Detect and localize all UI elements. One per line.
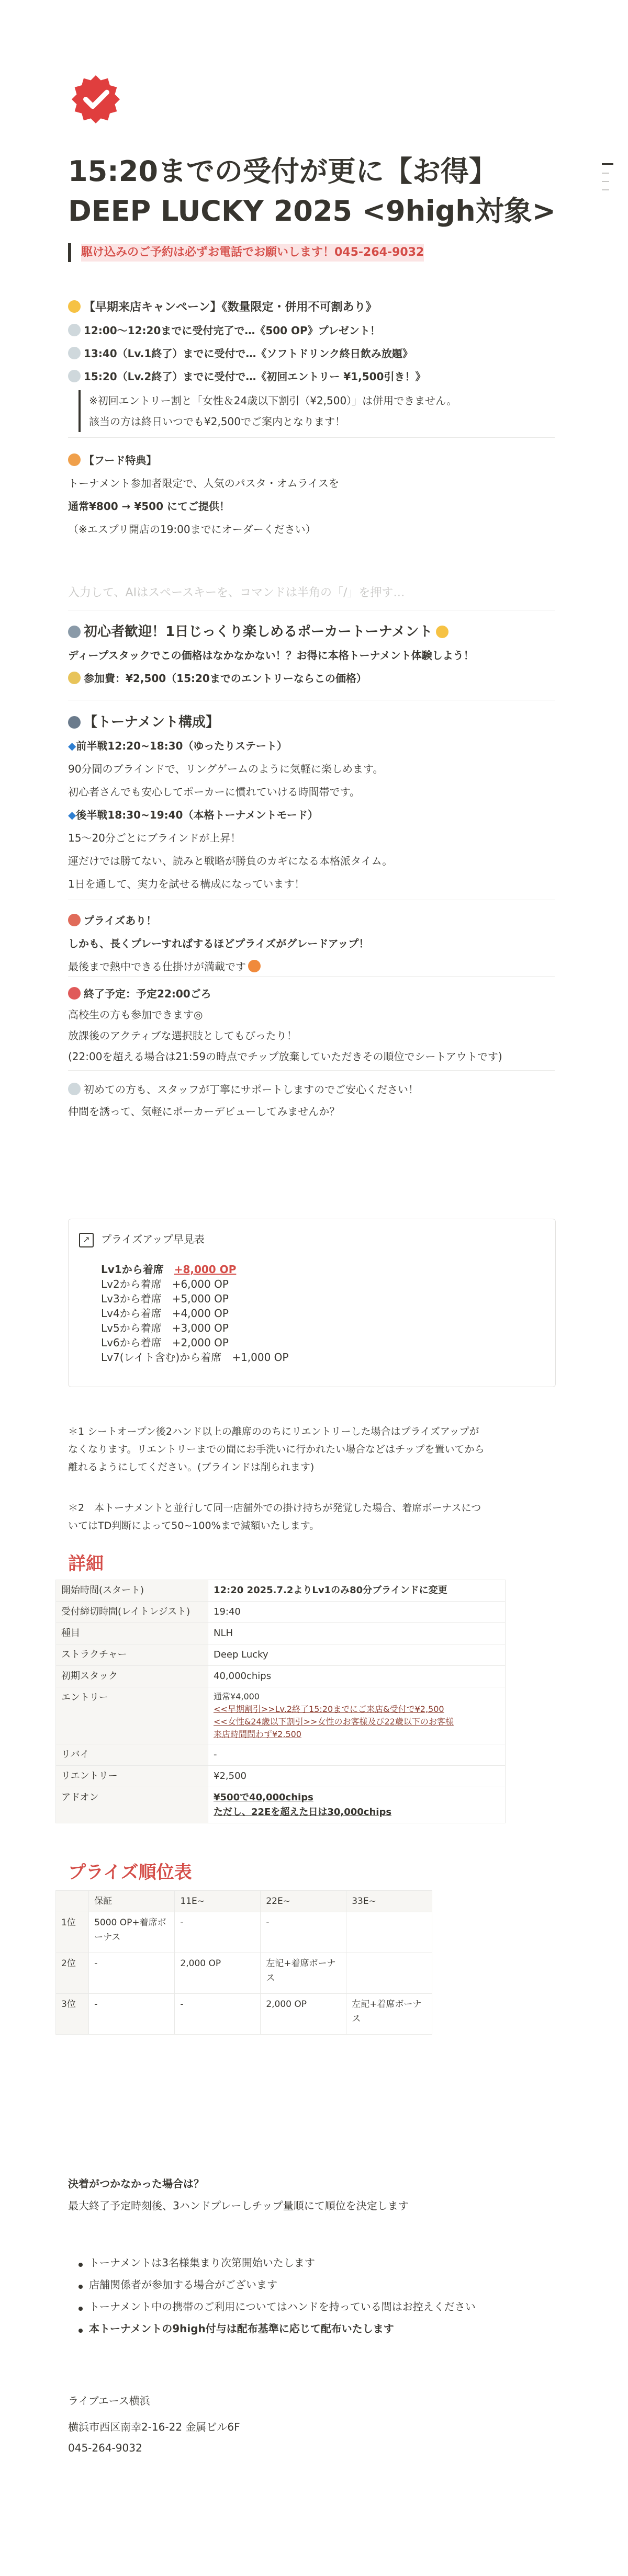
prize-up-label: Lv7(レイト含む)から着席: [101, 1351, 222, 1364]
addon-line: ただし、22Eを超えた日は30,000chips: [214, 1807, 392, 1818]
list-item[interactable]: トーナメントは3名様集まり次第開始いたします: [89, 2256, 315, 2269]
title-line2: DEEP LUCKY 2025 <9high対象>: [68, 195, 556, 228]
fire-icon: [248, 960, 261, 972]
detail-key[interactable]: 種目: [56, 1623, 208, 1644]
second-half-line2: 運だけでは勝てない、読みと戦略が勝負のカギになる本格派タイム。: [68, 855, 393, 867]
diamond-icon: ◆: [68, 740, 76, 752]
detail-key[interactable]: 初期スタック: [56, 1666, 208, 1687]
speech-bubble-icon: [68, 1083, 81, 1095]
ranking-rank[interactable]: 2位: [56, 1953, 89, 1994]
ranking-rank[interactable]: 1位: [56, 1912, 89, 1953]
prize-up-value: +8,000 OP: [174, 1263, 237, 1276]
prize-up-title: プライズアップ早見表: [101, 1233, 205, 1245]
ranking-cell[interactable]: -: [175, 1994, 261, 2035]
prize-up-label: Lv4から着席: [101, 1307, 162, 1320]
toc-marker[interactable]: [602, 173, 609, 174]
ranking-cell[interactable]: -: [261, 1912, 346, 1953]
food-line2: 通常¥800 → ¥500 にてご提供！: [68, 500, 230, 513]
note-1-line: 離れるようにしてください。(ブラインドは削られます): [68, 1461, 315, 1473]
toc-marker[interactable]: [602, 163, 613, 165]
food-icon: [68, 453, 81, 466]
bullet-dot: [78, 2263, 83, 2267]
divider: [68, 1070, 555, 1071]
page-title[interactable]: [68, 152, 556, 231]
ranking-header[interactable]: 22E~: [261, 1891, 346, 1912]
table-row: [56, 1912, 432, 1953]
store-address: 横浜市西区南幸2-16-22 金属ビル6F: [68, 2421, 240, 2433]
end-heading: 終了予定：予定22:00ごろ: [84, 988, 211, 1000]
first-half-line1: 90分間のブラインドで、リングゲームのように気軽に楽しめます。: [68, 763, 384, 775]
detail-value[interactable]: 19:40: [208, 1602, 506, 1623]
detail-table: [55, 1580, 506, 1823]
quote-bar: [68, 243, 71, 262]
prize-up-value: +1,000 OP: [232, 1351, 289, 1364]
end-line2: 放課後のアクティブな選択肢としてもぴったり！: [68, 1029, 297, 1042]
prize-line1: しかも、長くプレーすればするほどプライズがグレードアップ！: [68, 937, 369, 950]
ranking-cell[interactable]: -: [89, 1994, 175, 2035]
food-section[interactable]: [68, 449, 339, 541]
campaign-line3[interactable]: [68, 365, 425, 388]
store-info[interactable]: [68, 2390, 240, 2458]
detail-key[interactable]: ストラクチャー: [56, 1644, 208, 1666]
store-phone: 045-264-9032: [68, 2442, 142, 2454]
entry-line: <<早期割引>>Lv.2終了15:20までにご来店&受付で¥2,500: [214, 1704, 444, 1714]
addon-line: ¥500で40,000chips: [214, 1792, 313, 1803]
table-row: [56, 1994, 432, 2035]
table-row: [56, 1580, 506, 1602]
ranking-cell[interactable]: -: [175, 1912, 261, 1953]
divider: [68, 437, 555, 438]
ranking-table: [55, 1890, 432, 2035]
prize-up-label: Lv5から着席: [101, 1322, 162, 1334]
entry-line: 通常¥4,000: [214, 1692, 260, 1701]
campaign-line2-text: 13:40（Lv.1終了）までに受付で…《ソフトドリンク終日飲み放題》: [84, 347, 413, 360]
prize-up-value: +4,000 OP: [172, 1307, 229, 1320]
clock-icon: [68, 370, 81, 382]
ranking-cell[interactable]: 2,000 OP: [261, 1994, 346, 2035]
money-bag-icon: [68, 672, 81, 684]
campaign-note2: 該当の方は終日いつでも¥2,500でご案内となります！: [89, 415, 345, 428]
second-half-line3: 1日を通して、実力を試せる構成になっています！: [68, 878, 305, 890]
tiebreak-heading: 決着がつかなかった場合は？: [68, 2177, 204, 2190]
ranking-cell[interactable]: 5000 OP+着席ボーナス: [89, 1912, 175, 1953]
bullet-dot: [78, 2329, 83, 2333]
table-row: [56, 1687, 506, 1744]
clock-icon: [68, 324, 81, 336]
intro-heading: 初心者歓迎！1日じっくり楽しめるポーカートーナメント: [84, 624, 433, 640]
detail-value[interactable]: ¥2,500: [208, 1766, 506, 1787]
detail-value[interactable]: -: [208, 1744, 506, 1766]
arrow-link-icon: ↗: [79, 1233, 94, 1247]
campaign-line1-text: 12:00〜12:20までに受付完了で…《500 OP》プレゼント！: [84, 324, 380, 337]
first-half-line2: 初心者さんでも安心してポーカーに慣れていける時間帯です。: [68, 786, 360, 798]
prize-up-label: Lv2から着席: [101, 1278, 162, 1290]
detail-value[interactable]: NLH: [208, 1623, 506, 1644]
note-1-line: なくなります。リエントリーまでの間にお手洗いに行かれたい場合などはチップを置いてから: [68, 1444, 485, 1455]
structure-section[interactable]: [68, 710, 392, 895]
intro-sub: ディープスタックでこの価格はなかなかない！？お得に本格トーナメント体験しよう！: [68, 649, 474, 662]
detail-value[interactable]: Deep Lucky: [208, 1644, 506, 1666]
gift-icon: [68, 914, 81, 926]
welcome-section[interactable]: [68, 1079, 419, 1122]
list-item[interactable]: 本トーナメントの9high付与は配布基準に応じて配布いたします: [89, 2322, 394, 2335]
table-row: [56, 1766, 506, 1787]
food-heading: [68, 449, 339, 472]
intro-fee: 参加費：¥2,500（15:20までのエントリーならこの価格）: [84, 672, 367, 685]
list-item[interactable]: トーナメント中の携帯のご利用についてはハンドを持っている間はお控えください: [89, 2300, 476, 2313]
toc-marker[interactable]: [602, 181, 609, 182]
detail-value[interactable]: 12:20 2025.7.2よりLv1のみ80分ブラインドに変更: [208, 1580, 506, 1602]
table-row: [56, 1623, 506, 1644]
structure-heading: 【トーナメント構成】: [84, 714, 219, 730]
detail-key[interactable]: アドオン: [56, 1787, 208, 1823]
list-item[interactable]: 店舗関係者が参加する場合がございます: [89, 2278, 277, 2291]
clock-icon: [68, 347, 81, 359]
campaign-line1[interactable]: [68, 319, 380, 342]
end-section[interactable]: [68, 983, 502, 1067]
second-half-line1: 15〜20分ごとにブラインドが上昇！: [68, 832, 241, 844]
ranking-header[interactable]: 11E~: [175, 1891, 261, 1912]
food-line3: （※エスプリ開店の19:00までにオーダーください）: [68, 523, 316, 536]
toc-marker[interactable]: [602, 189, 609, 190]
detail-heading[interactable]: 詳細: [68, 1553, 104, 1574]
entry-line: 来店時間問わず¥2,500: [214, 1729, 301, 1739]
end-line1: 高校生の方も参加できます◎: [68, 1008, 203, 1021]
verified-badge-icon[interactable]: [71, 73, 121, 123]
prize-up-label: Lv1から着席: [101, 1263, 164, 1276]
table-row: [56, 1644, 506, 1666]
entry-line: <<女性&24歳以下割引>>女性のお客様及び22歳以下のお客様: [214, 1717, 454, 1727]
table-row: [56, 1891, 432, 1912]
table-row: [56, 1666, 506, 1687]
campaign-note1: ※初回エントリー割と「女性＆24歳以下割引（¥2,500）」は併用できません。: [89, 394, 457, 407]
note-1-line: ＊1 シートオープン後2ハンド以上の離席ののちにリエントリーした場合はプライズアップが: [68, 1426, 479, 1437]
table-row: [56, 1787, 506, 1823]
note-2-line: いてはTD判断によって50~100%まで減額いたします。: [68, 1520, 320, 1531]
ranking-rank[interactable]: 3位: [56, 1994, 89, 2035]
block-input-placeholder[interactable]: 入力して、AIはスペースキーを、コマンドは半角の「/」を押す…: [68, 586, 405, 599]
welcome-line1: 初めての方も、スタッフが丁寧にサポートしますのでご安心ください！: [84, 1083, 419, 1096]
notice-text[interactable]: 駆け込みのご予約は必ずお電話でお願いします！045-264-9032: [81, 244, 424, 262]
store-name: ライブエース横浜: [68, 2395, 150, 2407]
diamond-icon: ◆: [68, 809, 76, 821]
table-row: [56, 1953, 432, 1994]
bullet-dot: [78, 2307, 83, 2311]
prize-up-label: Lv3から着席: [101, 1292, 162, 1305]
detail-value[interactable]: [208, 1687, 506, 1744]
detail-key[interactable]: エントリー: [56, 1687, 208, 1744]
note-2-line: ＊2 本トーナメントと並行して同一店舗外での掛け持ちが発覚した場合、着席ボーナスにつ: [68, 1502, 481, 1514]
ranking-cell[interactable]: -: [89, 1953, 175, 1994]
alarm-clock-icon: [68, 987, 81, 1000]
detail-value[interactable]: 40,000chips: [208, 1666, 506, 1687]
party-icon: [436, 626, 448, 638]
bullet-dot: [78, 2285, 83, 2289]
ranking-cell[interactable]: 左記+着席ボーナス: [346, 1994, 432, 2035]
welcome-line2: 仲間を誘って、気軽にポーカーデビューしてみませんか？: [68, 1105, 340, 1118]
ranking-cell[interactable]: [346, 1912, 432, 1953]
note-2[interactable]: [68, 1499, 555, 1535]
tiebreak-line: 最大終了予定時刻後、3ハンドプレーしチップ量順にて順位を決定します: [68, 2199, 409, 2212]
party-icon: [68, 300, 81, 313]
intro-section[interactable]: [68, 620, 474, 690]
table-row: [56, 1602, 506, 1623]
note-1[interactable]: [68, 1423, 555, 1476]
second-half-title: 後半戦18:30~19:40（本格トーナメントモード）: [76, 809, 318, 821]
prize-up-value: +5,000 OP: [172, 1292, 229, 1305]
prize-heading: プライズあり！: [84, 914, 157, 927]
end-line3: (22:00を超える場合は21:59の時点でチップ放棄していただきその順位でシートアウトです): [68, 1050, 502, 1063]
campaign-line2[interactable]: [68, 342, 413, 365]
detail-key[interactable]: 開始時間(スタート): [56, 1580, 208, 1602]
prize-up-callout[interactable]: [68, 1219, 556, 1387]
prize-up-value: +3,000 OP: [172, 1322, 229, 1334]
campaign-note[interactable]: [78, 390, 457, 432]
campaign-heading-text: 【早期来店キャンペーン】《数量限定・併用不可割あり》: [84, 301, 377, 314]
ranking-header[interactable]: 保証: [89, 1891, 175, 1912]
clock-icon: [68, 716, 81, 729]
prize-up-list: [101, 1262, 289, 1365]
prize-up-value: +6,000 OP: [172, 1278, 229, 1290]
ranking-cell[interactable]: 2,000 OP: [175, 1953, 261, 1994]
ranking-heading[interactable]: プライズ順位表: [68, 1862, 192, 1883]
campaign-heading[interactable]: [68, 296, 377, 319]
prize-up-label: Lv6から着席: [101, 1336, 162, 1349]
food-line1: トーナメント参加者限定で、人気のパスタ・オムライスを: [68, 477, 339, 490]
prize-line2: 最後まで熱中できる仕掛けが満載です: [68, 960, 246, 973]
first-half-title: 前半戦12:20~18:30（ゆったりステート）: [76, 740, 287, 752]
table-row: [56, 1744, 506, 1766]
divider: [68, 976, 555, 977]
detail-key[interactable]: リエントリー: [56, 1766, 208, 1787]
card-icon: [68, 626, 81, 638]
title-line1: 15:20までの受付が更に【お得】: [68, 155, 497, 188]
detail-key[interactable]: 受付締切時間(レイトレジスト): [56, 1602, 208, 1623]
ranking-cell[interactable]: 左記+着席ボーナス: [261, 1953, 346, 1994]
food-heading-text: 【フード特典】: [84, 454, 157, 467]
campaign-line3-text: 15:20（Lv.2終了）までに受付で…《初回エントリー ¥1,500引き！》: [84, 370, 426, 383]
prize-up-value: +2,000 OP: [172, 1336, 229, 1349]
detail-value[interactable]: [208, 1787, 506, 1823]
ranking-cell[interactable]: [346, 1953, 432, 1994]
ranking-header[interactable]: 33E~: [346, 1891, 432, 1912]
detail-key[interactable]: リバイ: [56, 1744, 208, 1766]
tiebreak-section[interactable]: [68, 2173, 409, 2217]
ranking-header[interactable]: [56, 1891, 89, 1912]
prize-section[interactable]: [68, 909, 369, 978]
